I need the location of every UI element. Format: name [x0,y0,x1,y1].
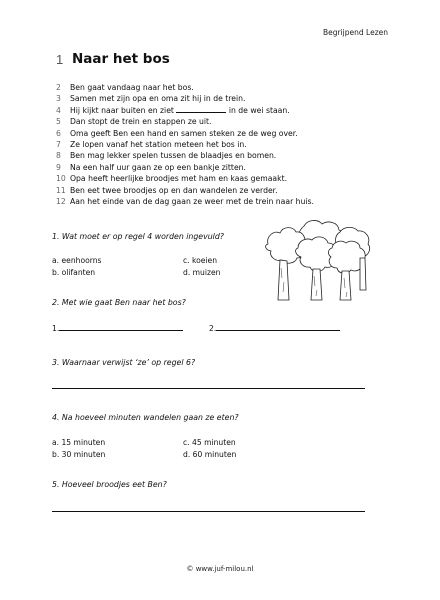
text-line [56,128,396,139]
question-2: 2. Met wie gaat Ben naar het bos? [52,298,186,307]
line-number: 3 [56,94,61,104]
text-line [56,82,396,93]
line-number: 5 [56,117,61,127]
text-line [56,150,396,161]
text-line [56,116,396,127]
q2-answer-1-line[interactable] [59,323,183,331]
line-text: Ze lopen vanaf het station meteen het bos in. [70,139,247,149]
question-1: 1. Wat moet er op regel 4 worden ingevuld? [52,232,224,241]
q4-option-a[interactable]: a. 15 minuten [52,438,106,447]
text-line [56,173,396,184]
text-line [56,93,396,104]
title-line-number: 1 [56,52,64,67]
line-number: 12 [56,196,66,206]
fill-in-blank[interactable] [176,105,226,113]
q4-option-c[interactable]: c. 45 minuten [183,438,236,447]
text-line [56,139,396,150]
q1-option-a[interactable]: a. eenhoorns [52,256,102,265]
story-text [56,82,396,207]
q2-answer-1-label: 1. [52,324,60,333]
text-line [56,162,396,173]
line-text: Oma geeft Ben een hand en samen steken ze de weg over. [70,128,298,138]
footer-copyright: © www.juf-milou.nl [186,565,254,573]
line-text: Samen met zijn opa en oma zit hij in de trein. [70,94,246,104]
text-line [56,196,396,207]
q1-option-b[interactable]: b. olifanten [52,268,96,277]
page-title: Naar het bos [72,51,170,67]
q2-answer-2-label: 2. [209,324,217,333]
line-text: Opa heeft heerlijke broodjes met ham en kaas gemaakt. [70,174,288,184]
line-number: 8 [56,151,61,161]
line-text: Dan stopt de trein en stappen ze uit. [70,117,212,127]
q5-answer-line[interactable] [52,511,365,512]
question-3: 3. Waarnaar verwijst ‘ze’ op regel 6? [52,358,196,367]
line-number: 7 [56,139,61,149]
line-number: 6 [56,128,61,138]
line-number: 2 [56,83,61,92]
trees-illustration [262,218,382,304]
line-text: Ben gaat vandaag naar het bos. [70,83,194,92]
question-5: 5. Hoeveel broodjes eet Ben? [52,480,167,489]
q4-option-d[interactable]: d. 60 minuten [183,450,237,459]
q2-answer-2[interactable] [209,323,340,333]
text-line [56,185,396,196]
line-number: 10 [56,174,66,184]
header-label: Begrijpend Lezen [322,28,388,37]
line-text: Aan het einde van de dag gaan ze weer met de trein naar huis. [70,196,314,206]
text-line [56,105,396,116]
line-text: in de wei staan. [228,105,290,115]
q2-answer-2-line[interactable] [216,323,340,331]
q4-option-b[interactable]: b. 30 minuten [52,450,106,459]
line-text: Hij kijkt naar buiten en ziet [70,105,174,115]
line-text: Ben eet twee broodjes op en dan wandelen ze verder. [70,185,278,195]
question-4: 4. Na hoeveel minuten wandelen gaan ze eten? [52,413,239,422]
line-text: Na een half uur gaan ze op een bankje zitten. [70,162,246,172]
q2-answer-1[interactable] [52,323,183,333]
q1-option-d[interactable]: d. muizen [183,268,221,277]
q3-answer-line[interactable] [52,388,365,389]
line-number: 11 [56,185,66,195]
line-text: Ben mag lekker spelen tussen de blaadjes en bomen. [70,151,277,161]
q1-option-c[interactable]: c. koeien [183,256,218,265]
line-number: 4 [56,105,61,115]
line-number: 9 [56,162,61,172]
